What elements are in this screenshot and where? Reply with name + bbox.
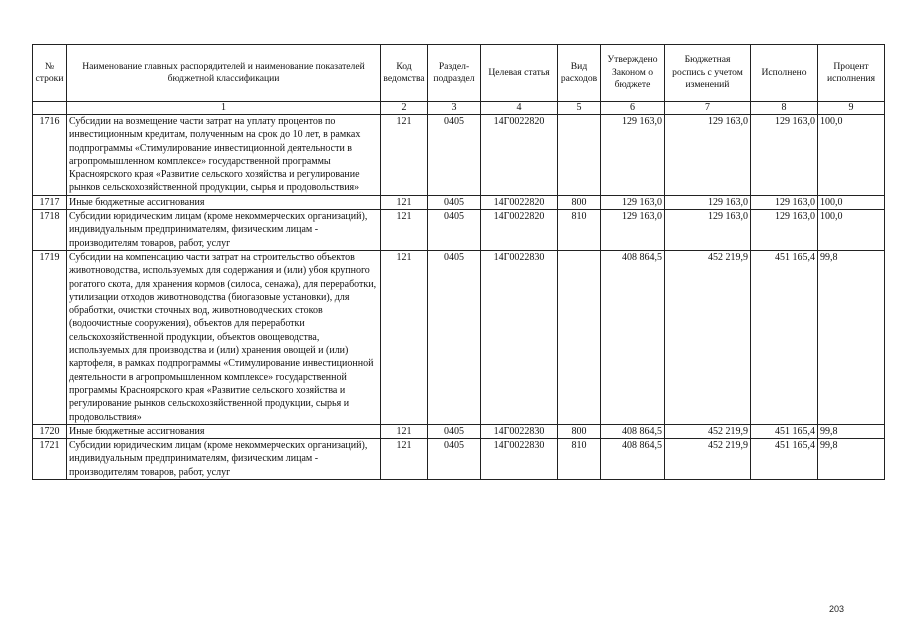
header-target-article: Целевая статья (481, 45, 558, 102)
column-numbers-row (33, 102, 885, 115)
row-target-article: 14Г0022820 (481, 195, 558, 209)
row-executed: 129 163,0 (751, 210, 818, 251)
row-percent: 100,0 (818, 115, 885, 196)
column-number: 9 (818, 102, 885, 115)
row-section: 0405 (428, 195, 481, 209)
row-percent: 99,8 (818, 250, 885, 424)
row-dept-code: 121 (381, 210, 428, 251)
row-revised: 452 219,9 (665, 424, 751, 438)
row-revised: 129 163,0 (665, 115, 751, 196)
row-section: 0405 (428, 424, 481, 438)
header-expense-type: Вид расходов (558, 45, 601, 102)
row-target-article: 14Г0022830 (481, 250, 558, 424)
row-percent: 100,0 (818, 210, 885, 251)
header-row-number: № строки (33, 45, 67, 102)
row-percent: 100,0 (818, 195, 885, 209)
row-number: 1716 (33, 115, 67, 196)
budget-table (32, 44, 885, 480)
row-section: 0405 (428, 115, 481, 196)
row-name: Субсидии юридическим лицам (кроме некоммерческих организаций), индивидуальным предпринимателям, физическим лицам - производителям товаров, работ, услуг (67, 210, 381, 251)
row-section: 0405 (428, 439, 481, 480)
row-executed: 451 165,4 (751, 250, 818, 424)
header-executed: Исполнено (751, 45, 818, 102)
row-approved: 129 163,0 (601, 195, 665, 209)
row-number: 1719 (33, 250, 67, 424)
row-number: 1718 (33, 210, 67, 251)
row-approved: 408 864,5 (601, 250, 665, 424)
column-number: 8 (751, 102, 818, 115)
row-dept-code: 121 (381, 439, 428, 480)
row-percent: 99,8 (818, 439, 885, 480)
header-percent: Процент исполнения (818, 45, 885, 102)
table-row (33, 439, 885, 480)
table-row (33, 195, 885, 209)
column-number: 2 (381, 102, 428, 115)
row-target-article: 14Г0022830 (481, 424, 558, 438)
row-approved: 408 864,5 (601, 439, 665, 480)
row-expense-type (558, 250, 601, 424)
row-dept-code: 121 (381, 195, 428, 209)
row-number: 1717 (33, 195, 67, 209)
row-dept-code: 121 (381, 115, 428, 196)
row-name: Субсидии на возмещение части затрат на уплату процентов по инвестиционным кредитам, полученным на срок до 10 лет, в рамках подпрограммы «Стимулирование инвестиционной деятельности в агропромышленном комплексе» государственной программы Красноярского края «Развитие сельского хозяйства и регулирование рынков сельскохозяйственной продукции, сырья и продовольствия» (67, 115, 381, 196)
row-revised: 129 163,0 (665, 210, 751, 251)
column-number-blank (33, 102, 67, 115)
row-expense-type: 810 (558, 210, 601, 251)
row-approved: 129 163,0 (601, 210, 665, 251)
table-row (33, 250, 885, 424)
page-number: 203 (829, 604, 845, 614)
row-name: Субсидии на компенсацию части затрат на строительство объектов животноводства, используемых для содержания и (или) убоя крупного рогатого скота, для хранения кормов (силоса, сенажа), для переработки, утилизации отходов животноводства (биогазовые установки), для обработки, очистки сточных вод, животноводческих стоков (водоочистные сооружения), объектов для переработки сельскохозяйственной продукции, объектов овощеводства, используемых для производства и (или) хранения овощей и (или) картофеля, в рамках подпрограммы «Стимулирование инвестиционной деятельности в агропромышленном комплексе» государственной программы Красноярского края «Развитие сельского хозяйства и регулирование рынков сельскохозяйственной продукции, сырья и продовольствия» (67, 250, 381, 424)
table-row (33, 115, 885, 196)
column-number: 1 (67, 102, 381, 115)
row-expense-type: 800 (558, 195, 601, 209)
row-expense-type: 800 (558, 424, 601, 438)
row-executed: 451 165,4 (751, 424, 818, 438)
row-expense-type: 810 (558, 439, 601, 480)
row-dept-code: 121 (381, 424, 428, 438)
header-dept-code: Код ведомства (381, 45, 428, 102)
header-row (33, 45, 885, 102)
row-name: Иные бюджетные ассигнования (67, 424, 381, 438)
row-revised: 452 219,9 (665, 439, 751, 480)
header-name: Наименование главных распорядителей и наименование показателей бюджетной классификации (67, 45, 381, 102)
row-name: Субсидии юридическим лицам (кроме некоммерческих организаций), индивидуальным предпринимателям, физическим лицам - производителям товаров, работ, услуг (67, 439, 381, 480)
row-target-article: 14Г0022820 (481, 115, 558, 196)
header-approved: Утверждено Законом о бюджете (601, 45, 665, 102)
row-section: 0405 (428, 250, 481, 424)
column-number: 5 (558, 102, 601, 115)
header-revised: Бюджетная роспись с учетом изменений (665, 45, 751, 102)
row-number: 1721 (33, 439, 67, 480)
column-number: 3 (428, 102, 481, 115)
row-executed: 451 165,4 (751, 439, 818, 480)
header-section: Раздел-подраздел (428, 45, 481, 102)
column-number: 4 (481, 102, 558, 115)
row-approved: 129 163,0 (601, 115, 665, 196)
row-target-article: 14Г0022820 (481, 210, 558, 251)
row-executed: 129 163,0 (751, 115, 818, 196)
row-expense-type (558, 115, 601, 196)
table-row (33, 424, 885, 438)
row-approved: 408 864,5 (601, 424, 665, 438)
row-name: Иные бюджетные ассигнования (67, 195, 381, 209)
row-number: 1720 (33, 424, 67, 438)
table-row (33, 210, 885, 251)
row-revised: 452 219,9 (665, 250, 751, 424)
row-revised: 129 163,0 (665, 195, 751, 209)
row-target-article: 14Г0022830 (481, 439, 558, 480)
row-executed: 129 163,0 (751, 195, 818, 209)
row-dept-code: 121 (381, 250, 428, 424)
row-percent: 99,8 (818, 424, 885, 438)
row-section: 0405 (428, 210, 481, 251)
column-number: 7 (665, 102, 751, 115)
column-number: 6 (601, 102, 665, 115)
